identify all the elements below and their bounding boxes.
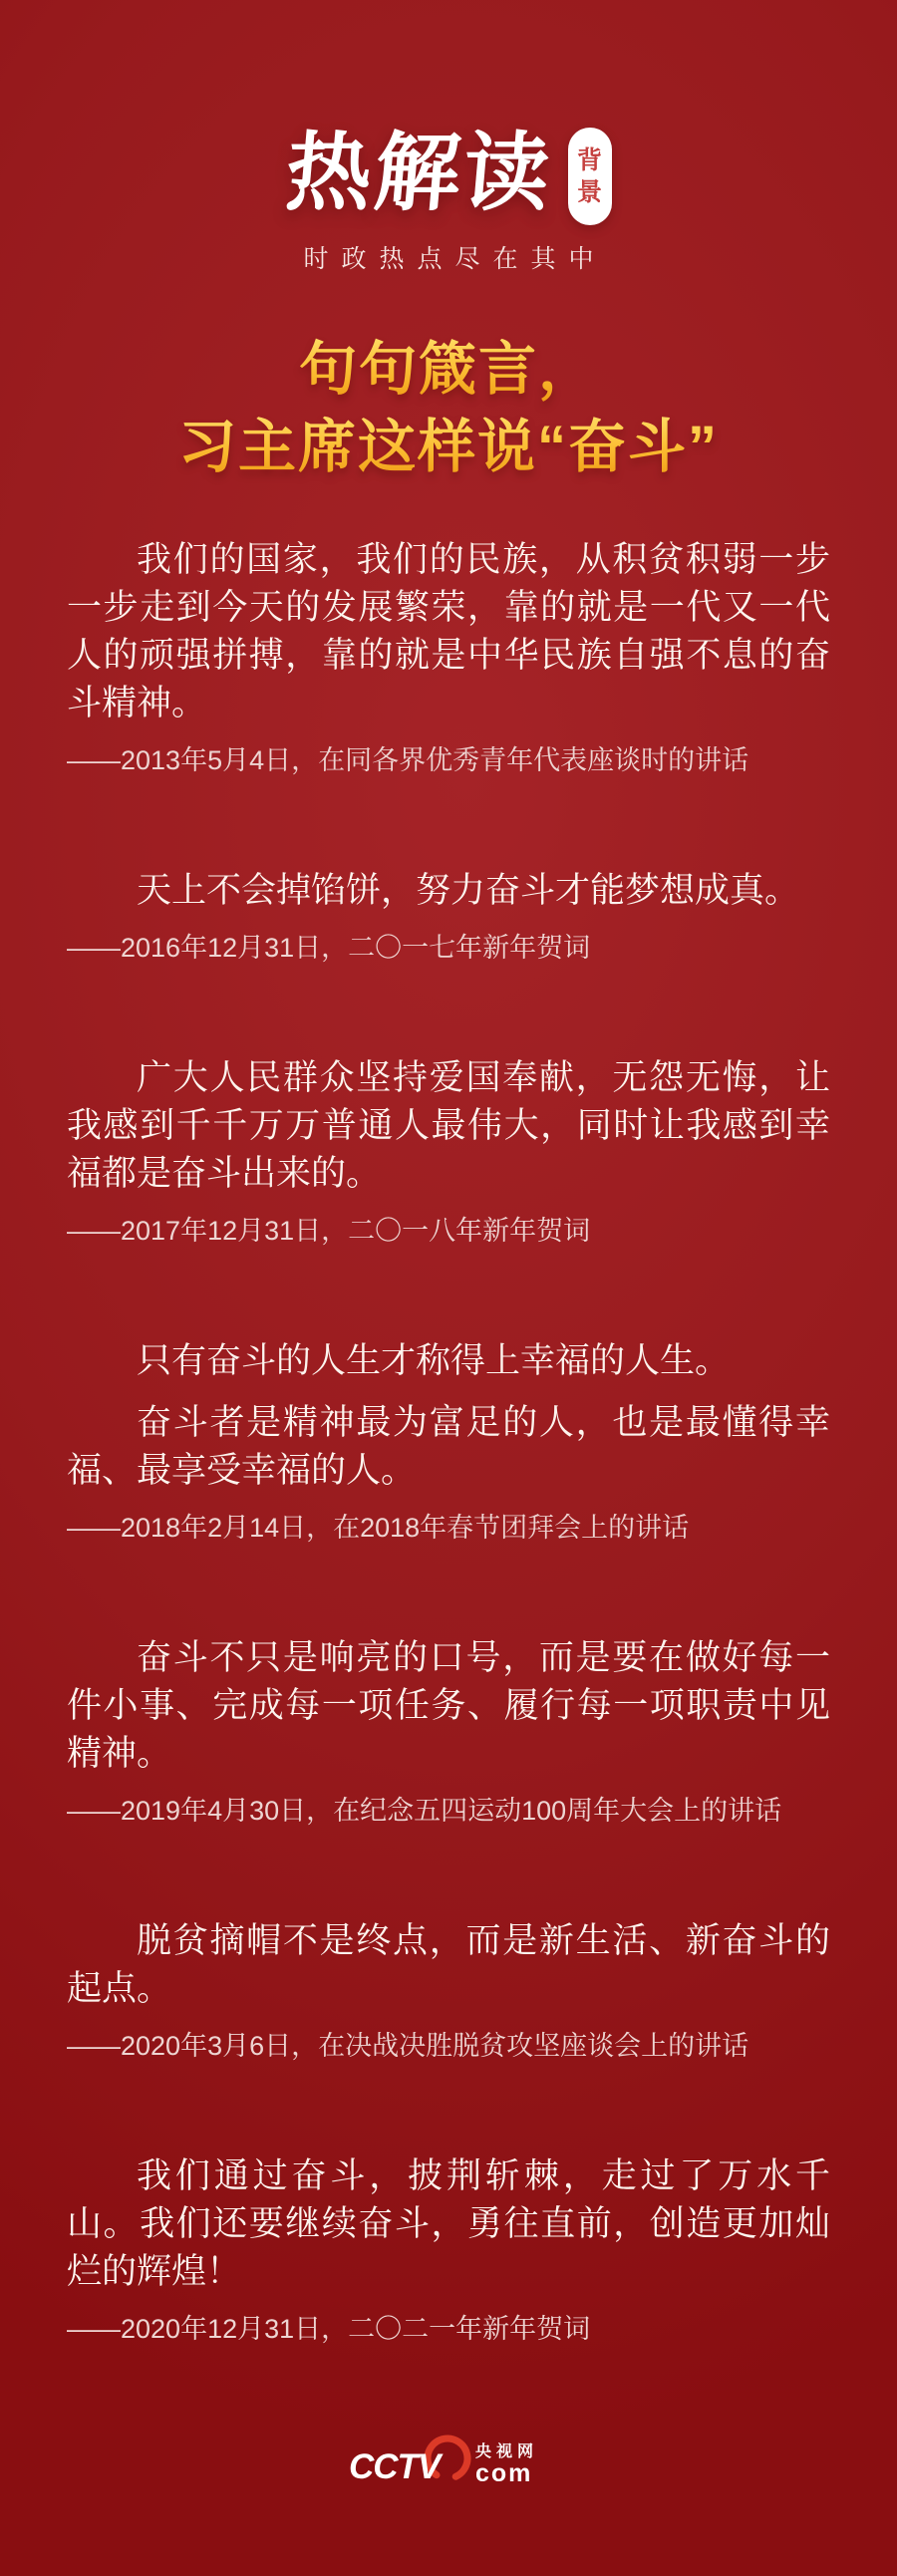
quote-text: 脱贫摘帽不是终点，而是新生活、新奋斗的起点。 <box>67 1921 830 2008</box>
quote-block-2 <box>67 867 830 965</box>
quote-attribution: ——2017年12月31日，二〇一八年新年贺词 <box>67 1216 591 1246</box>
quote-attribution: ——2019年4月30日，在纪念五四运动100周年大会上的讲话 <box>67 1796 782 1826</box>
quote-block-6 <box>67 1917 830 2063</box>
background-badge <box>568 128 612 225</box>
quote-block-3 <box>67 1054 830 1248</box>
quote-block-5 <box>67 1634 830 1828</box>
title-line-1: 句句箴言， <box>0 331 897 409</box>
tagline: 时政热点尽在其中 <box>303 245 607 273</box>
cctv-site-domain: com <box>475 2459 533 2487</box>
quote-text: 广大人民群众坚持爱国奉献，无怨无悔，让我感到千千万万普通人最伟大，同时让我感到幸福都是奋斗出来的。 <box>67 1058 830 1193</box>
quote-text: 天上不会掉馅饼，努力奋斗才能梦想成真。 <box>137 871 800 910</box>
quote-attribution: ——2016年12月31日，二〇一七年新年贺词 <box>67 933 591 963</box>
quote-text: 我们的国家，我们的民族，从积贫积弱一步一步走到今天的发展繁荣，靠的就是一代又一代人的顽强拼搏，靠的就是中华民族自强不息的奋斗精神。 <box>67 540 830 722</box>
badge-char-bottom: 景 <box>576 177 602 206</box>
title-line-2: 习主席这样说“奋斗” <box>0 409 897 486</box>
quote-attribution: ——2013年5月4日，在同各界优秀青年代表座谈时的讲话 <box>67 745 749 775</box>
cctv-logo <box>0 2432 897 2491</box>
page-title <box>0 331 897 486</box>
quotes-list <box>0 536 897 2346</box>
quote-text: 我们通过奋斗，披荆斩棘，走过了万水千山。我们还要继续奋斗，勇往直前，创造更加灿烂的辉煌！ <box>67 2156 830 2291</box>
quote-text: 奋斗不只是响亮的口号，而是要在做好每一件小事、完成每一项任务、履行每一项职责中见精神。 <box>67 1638 830 1773</box>
cctv-logo-graphic <box>349 2432 548 2491</box>
quote-block-7 <box>67 2152 830 2346</box>
cctv-wordmark: CCTV <box>349 2447 441 2486</box>
rejiedu-logo: 热解读 <box>281 126 556 221</box>
quote-text: 只有奋斗的人生才称得上幸福的人生。 <box>137 1341 731 1380</box>
cctv-site-cn: 央视网 <box>475 2443 539 2460</box>
header-logo-row <box>0 0 897 225</box>
quote-attribution: ——2018年2月14日，在2018年春节团拜会上的讲话 <box>67 1513 690 1543</box>
badge-char-top: 背 <box>576 145 602 174</box>
quote-attribution: ——2020年3月6日，在决战决胜脱贫攻坚座谈会上的讲话 <box>67 2031 749 2061</box>
quote-block-4 <box>67 1337 830 1545</box>
quote-block-1 <box>67 536 830 777</box>
quote-text: 奋斗者是精神最为富足的人，也是最懂得幸福、最享受幸福的人。 <box>67 1403 830 1490</box>
quote-attribution: ——2020年12月31日，二〇二一年新年贺词 <box>67 2314 591 2344</box>
